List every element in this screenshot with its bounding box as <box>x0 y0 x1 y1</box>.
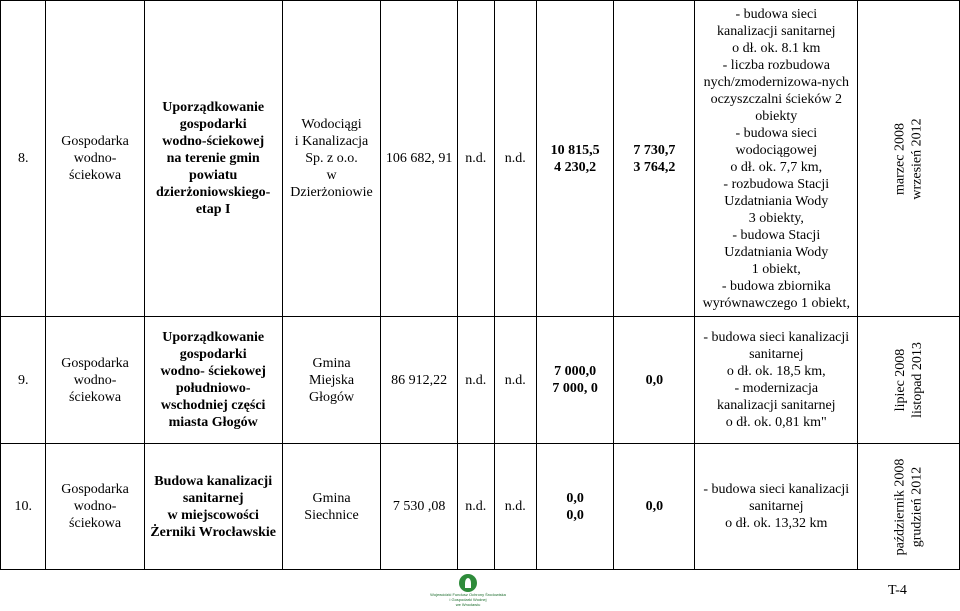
project-title-cell: Uporządkowanie gospodarki wodno- ściekowej południowo- wschodniej części miasta Głogów <box>144 317 282 444</box>
nd-cell: n.d. <box>457 317 494 444</box>
total-cost-cell: 7 530 ,08 <box>381 444 457 570</box>
beneficiary-cell: Gmina Siechnice <box>282 444 381 570</box>
project-title-cell: Uporządkowanie gospodarki wodno-ściekowej na terenie gmin powiatu dzierżoniowskiego- etap I <box>144 1 282 317</box>
total-cost-cell: 106 682, 91 <box>381 1 457 317</box>
beneficiary-cell: Wodociągi i Kanalizacja Sp. z o.o. w Dzierżoniowie <box>282 1 381 317</box>
total-cost-cell: 86 912,22 <box>381 317 457 444</box>
amount-b-cell: 7 730,7 3 764,2 <box>614 1 695 317</box>
amount-a-cell: 10 815,5 4 230,2 <box>536 1 614 317</box>
period-cell: październik 2008 grudzień 2012 <box>858 444 960 570</box>
logo-text: Wojewódzki Fundusz Ochrony Środowiska i Gospodarki Wodnej we Wrocławiu <box>430 592 506 607</box>
amount-a-cell: 0,0 0,0 <box>536 444 614 570</box>
project-title-cell: Budowa kanalizacji sanitarnej w miejscowości Żerniki Wrocławskie <box>144 444 282 570</box>
scope-cell: - budowa sieci kanalizacji sanitarnej o dł. ok. 8.1 km - liczba rozbudowa nych/zmodernizowa-nych oczyszczalni ścieków 2 obiekty - budowa sieci wodociągowej o dł. ok. 7,7 km, - rozbudowa Stacji Uzdatniania Wody 3 obiekty, - budowa Stacji Uzdatniania Wody 1 obiekt, - budowa zbiornika wyrównawczego 1 obiekt, <box>695 1 858 317</box>
row-number: 8. <box>1 1 46 317</box>
table-row <box>1 1 960 317</box>
nd-cell: n.d. <box>457 1 494 317</box>
row-number: 10. <box>1 444 46 570</box>
nd-cell: n.d. <box>494 317 536 444</box>
table-row <box>1 317 960 444</box>
period-cell: marzec 2008 wrzesień 2012 <box>858 1 960 317</box>
leaf-icon <box>459 574 477 592</box>
amount-a-cell: 7 000,0 7 000, 0 <box>536 317 614 444</box>
row-number: 9. <box>1 317 46 444</box>
page-code: T-4 <box>888 583 907 598</box>
amount-b-cell: 0,0 <box>614 444 695 570</box>
area-cell: Gospodarka wodno-ściekowa <box>46 1 144 317</box>
area-cell: Gospodarka wodno-ściekowa <box>46 444 144 570</box>
nd-cell: n.d. <box>494 1 536 317</box>
area-cell: Gospodarka wodno-ściekowa <box>46 317 144 444</box>
nd-cell: n.d. <box>457 444 494 570</box>
amount-b-cell: 0,0 <box>614 317 695 444</box>
scope-cell: - budowa sieci kanalizacji sanitarnej o dł. ok. 18,5 km, - modernizacja kanalizacji sanitarnej o dł. ok. 0,81 km" <box>695 317 858 444</box>
table-row <box>1 444 960 570</box>
wfosigw-logo <box>426 574 510 610</box>
beneficiary-cell: Gmina Miejska Głogów <box>282 317 381 444</box>
scope-cell: - budowa sieci kanalizacji sanitarnej o dł. ok. 13,32 km <box>695 444 858 570</box>
period-cell: lipiec 2008 listopad 2013 <box>858 317 960 444</box>
nd-cell: n.d. <box>494 444 536 570</box>
